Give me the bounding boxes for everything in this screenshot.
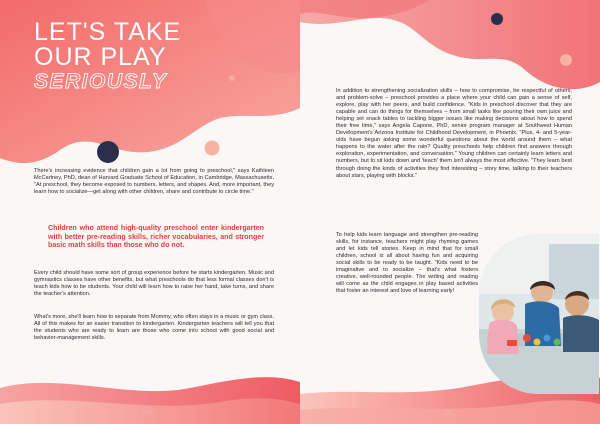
pull-quote: Children who attend high-quality preschool enter kindergarten with better pre-reading skills, richer vocabularies, and stronger basic math skills than those who do not. (48, 224, 264, 250)
navy-dot-large (97, 141, 119, 163)
page-number-right: | 3 | (444, 410, 453, 416)
title-line-3: SERIOUSLY (34, 70, 168, 93)
page-number-left: | 2 | (143, 410, 152, 416)
page-title (34, 20, 181, 94)
peach-dot-small (229, 75, 235, 81)
title-line-2: OUR PLAY (34, 43, 167, 71)
peach-dot (205, 141, 220, 156)
body-paragraph-3: What's more, she'll learn how to separate from Mommy, who often stays in a music or gym class. All of this makes for an easier transition to kindergarten. Kindergarten teachers will tell you that the students who are ready to learn are those who come into school with good social and behavior-management skills. (34, 314, 274, 342)
title-line-1: LET'S TAKE (34, 18, 182, 46)
body-paragraph-2: Every child should have some sort of group experience before he starts kindergarten. Music and gymnastics classes have other benefits, but what preschools do that less formal classes don't is teach kids how to be students. Your child will learn how to raise her hand, take turns, and share the teacher's attention. (34, 270, 274, 298)
right-page (300, 0, 600, 424)
peach-dot-right (560, 54, 572, 66)
intro-paragraph: There's increasing evidence that children gain a lot from going to preschool," says Kathleen McCartney, PhD, dean of Harvard Graduate School of Education, in Cambridge, Massachusetts. "At preschool, they become exposed to numbers, letters, and shapes. And, more important, they learn how to socialize—get along with other children, share and contribute to circle time." (34, 168, 274, 196)
navy-dot-top-right (491, 13, 503, 25)
right-paragraph-1: In addition to strengthening socialization skills – how to compromise, be respectful of others, and problem-solve – preschool provides a place where your child can gain a sense of self, explore, play with her peers, and build confidence. "Kids in preschool discover that they are capable and can do things for themselves – from small tasks like pouring their own juice and helping set snack tables to tackling bigger issues like making decisions about how to spend their free time," says Angela Capone, PhD, senior program manager at Southwest Human Development's Arizona Institute for Childhood Development, in Phoenix. "Plus, 4- and 5-year-olds have begun asking some wonderful questions about the world around them – what happens to the water after the rain? Quality preschools help children find answers through exploration, experimentation, and conversation." Young children can certainly learn letters and numbers, but to sit kids down and 'teach' them isn't always the most effective. "They learn best through doing the kinds of activities they find interesting – story time, talking to their teachers about stars, playing with blocks." (336, 88, 572, 179)
classroom-photo (479, 234, 599, 394)
right-paragraph-2: To help kids learn language and strengthen pre-reading skills, for instance, teachers might play rhyming games and let kids tell stories. Keep in mind that for small children, school is all about having fun and acquiring social skills to be ready to be taught. "Kids need to be imaginative and to socialize – that's what fosters creative, well-rounded people. The writing and reading will come as the child engages in play based activities that foster an interest and love of learning early! (336, 232, 478, 295)
